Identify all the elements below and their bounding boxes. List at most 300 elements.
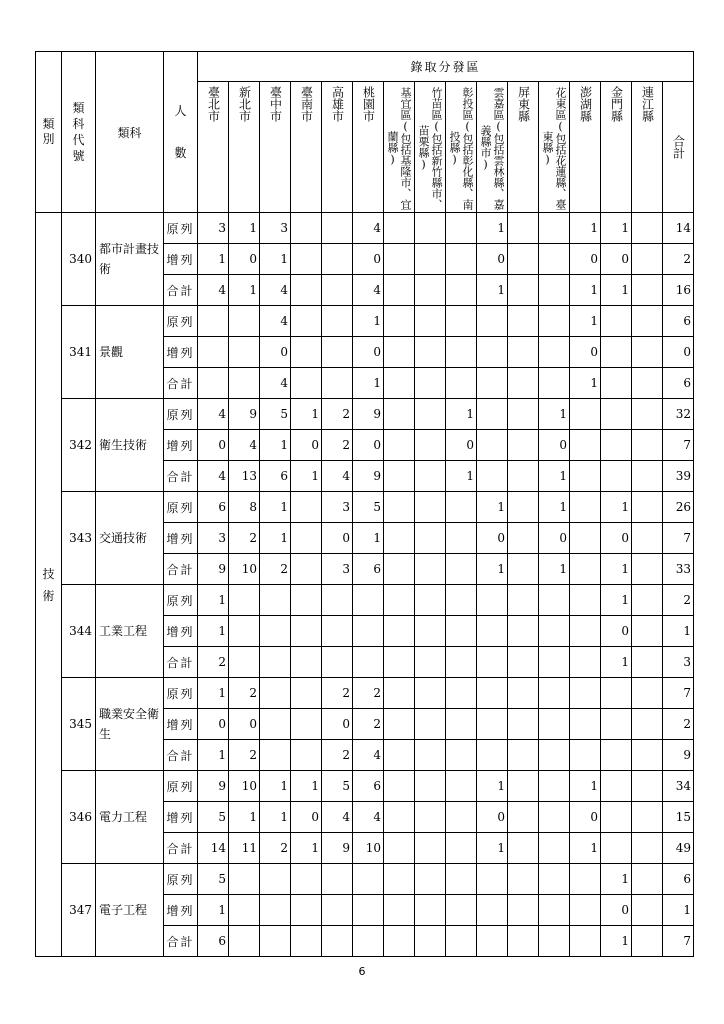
count-cell bbox=[601, 306, 632, 337]
count-cell bbox=[198, 337, 229, 368]
count-cell bbox=[632, 368, 663, 399]
count-cell: 1 bbox=[291, 461, 322, 492]
count-cell: 9 bbox=[198, 554, 229, 585]
count-cell bbox=[477, 368, 508, 399]
total-cell: 15 bbox=[663, 802, 694, 833]
subject-name: 景觀 bbox=[96, 306, 164, 399]
count-cell: 2 bbox=[322, 399, 353, 430]
count-cell: 4 bbox=[322, 802, 353, 833]
count-cell bbox=[415, 926, 446, 957]
count-cell bbox=[601, 740, 632, 771]
count-cell bbox=[539, 244, 570, 275]
count-cell bbox=[539, 306, 570, 337]
count-cell bbox=[508, 709, 539, 740]
count-cell: 0 bbox=[601, 895, 632, 926]
count-cell: 2 bbox=[322, 430, 353, 461]
count-cell bbox=[539, 368, 570, 399]
count-cell bbox=[508, 523, 539, 554]
count-cell bbox=[570, 864, 601, 895]
count-cell: 6 bbox=[198, 492, 229, 523]
subject-name: 衛生技術 bbox=[96, 399, 164, 492]
count-cell bbox=[601, 802, 632, 833]
count-cell bbox=[291, 616, 322, 647]
count-cell bbox=[601, 833, 632, 864]
count-cell: 0 bbox=[322, 709, 353, 740]
count-cell bbox=[570, 740, 601, 771]
count-cell bbox=[322, 585, 353, 616]
table-row bbox=[36, 399, 694, 430]
count-cell: 5 bbox=[198, 802, 229, 833]
count-cell: 4 bbox=[260, 275, 291, 306]
count-cell: 0 bbox=[601, 244, 632, 275]
region-header-pingtung: 屏東縣 bbox=[508, 82, 539, 213]
count-cell: 1 bbox=[477, 554, 508, 585]
count-cell bbox=[229, 895, 260, 926]
count-cell bbox=[508, 275, 539, 306]
count-cell: 0 bbox=[322, 523, 353, 554]
count-cell bbox=[477, 895, 508, 926]
count-cell bbox=[570, 647, 601, 678]
count-cell bbox=[260, 585, 291, 616]
count-cell bbox=[446, 647, 477, 678]
region-header-keelung-yilan: 基宜區(包括基隆市、宜蘭縣) bbox=[384, 82, 415, 213]
count-cell bbox=[601, 709, 632, 740]
count-cell bbox=[384, 275, 415, 306]
count-cell: 1 bbox=[353, 306, 384, 337]
count-cell: 1 bbox=[539, 399, 570, 430]
row-type-label: 原列 bbox=[164, 585, 198, 616]
table-row bbox=[36, 771, 694, 802]
count-cell bbox=[446, 275, 477, 306]
count-cell bbox=[384, 616, 415, 647]
count-cell bbox=[291, 523, 322, 554]
count-cell bbox=[477, 430, 508, 461]
count-cell bbox=[477, 399, 508, 430]
region-header-lienchiang: 連江縣 bbox=[632, 82, 663, 213]
count-cell bbox=[353, 647, 384, 678]
total-cell: 7 bbox=[663, 523, 694, 554]
count-cell: 0 bbox=[260, 337, 291, 368]
row-type-label: 增列 bbox=[164, 244, 198, 275]
count-cell: 1 bbox=[229, 213, 260, 244]
count-cell bbox=[539, 275, 570, 306]
count-cell bbox=[322, 275, 353, 306]
count-cell bbox=[384, 802, 415, 833]
count-cell bbox=[322, 368, 353, 399]
count-cell: 10 bbox=[229, 771, 260, 802]
count-cell bbox=[632, 306, 663, 337]
total-cell: 16 bbox=[663, 275, 694, 306]
count-cell bbox=[415, 430, 446, 461]
count-cell bbox=[353, 895, 384, 926]
count-cell: 0 bbox=[570, 802, 601, 833]
total-cell: 0 bbox=[663, 337, 694, 368]
count-cell bbox=[229, 337, 260, 368]
count-cell: 1 bbox=[229, 275, 260, 306]
total-cell: 49 bbox=[663, 833, 694, 864]
count-cell bbox=[415, 554, 446, 585]
row-type-label: 原列 bbox=[164, 399, 198, 430]
count-cell bbox=[384, 864, 415, 895]
count-cell bbox=[477, 337, 508, 368]
region-header-kaohsiung: 高雄市 bbox=[322, 82, 353, 213]
count-cell bbox=[384, 709, 415, 740]
count-cell bbox=[384, 492, 415, 523]
row-type-label: 原列 bbox=[164, 864, 198, 895]
count-cell bbox=[446, 585, 477, 616]
count-cell bbox=[384, 399, 415, 430]
count-cell bbox=[508, 461, 539, 492]
region-header-total: 合計 bbox=[663, 82, 694, 213]
admission-allocation-table bbox=[35, 51, 694, 957]
count-cell: 1 bbox=[260, 771, 291, 802]
region-header-yunlin-chiayi: 雲嘉區(包括雲林縣、嘉義縣市) bbox=[477, 82, 508, 213]
count-cell: 5 bbox=[322, 771, 353, 802]
count-cell bbox=[508, 833, 539, 864]
count-cell bbox=[229, 616, 260, 647]
row-type-label: 合計 bbox=[164, 833, 198, 864]
count-cell: 1 bbox=[260, 492, 291, 523]
table-row bbox=[36, 585, 694, 616]
count-cell: 2 bbox=[260, 833, 291, 864]
count-cell bbox=[291, 926, 322, 957]
total-cell: 7 bbox=[663, 926, 694, 957]
count-cell bbox=[477, 585, 508, 616]
count-cell bbox=[570, 492, 601, 523]
count-cell bbox=[632, 585, 663, 616]
count-cell: 1 bbox=[601, 647, 632, 678]
count-cell bbox=[632, 833, 663, 864]
region-header-taipei: 臺北市 bbox=[198, 82, 229, 213]
subject-name: 都市計畫技術 bbox=[96, 213, 164, 306]
count-cell: 1 bbox=[260, 523, 291, 554]
count-cell: 1 bbox=[601, 213, 632, 244]
count-cell bbox=[539, 585, 570, 616]
count-cell bbox=[601, 399, 632, 430]
count-cell bbox=[446, 244, 477, 275]
count-cell bbox=[508, 616, 539, 647]
count-cell bbox=[384, 585, 415, 616]
count-cell bbox=[322, 647, 353, 678]
row-type-label: 合計 bbox=[164, 647, 198, 678]
count-cell: 0 bbox=[477, 244, 508, 275]
count-cell bbox=[415, 678, 446, 709]
count-cell bbox=[415, 275, 446, 306]
count-cell bbox=[446, 709, 477, 740]
count-cell bbox=[508, 585, 539, 616]
total-cell: 33 bbox=[663, 554, 694, 585]
count-cell bbox=[198, 306, 229, 337]
count-cell: 4 bbox=[353, 802, 384, 833]
count-cell bbox=[508, 213, 539, 244]
category-cell bbox=[36, 213, 62, 957]
count-cell: 6 bbox=[353, 554, 384, 585]
count-cell: 1 bbox=[477, 275, 508, 306]
count-cell bbox=[446, 678, 477, 709]
count-cell: 1 bbox=[477, 213, 508, 244]
count-cell bbox=[539, 833, 570, 864]
count-cell bbox=[446, 306, 477, 337]
table-row bbox=[36, 213, 694, 244]
region-header-hsinchu-miaoli: 竹苗區(包括新竹縣市、苗栗縣) bbox=[415, 82, 446, 213]
table-row bbox=[36, 492, 694, 523]
count-cell bbox=[508, 740, 539, 771]
count-cell bbox=[384, 461, 415, 492]
count-cell bbox=[229, 926, 260, 957]
subject-code: 341 bbox=[62, 306, 96, 399]
count-cell: 4 bbox=[353, 275, 384, 306]
count-cell bbox=[446, 740, 477, 771]
total-cell: 6 bbox=[663, 368, 694, 399]
subject-code: 347 bbox=[62, 864, 96, 957]
count-cell: 0 bbox=[446, 430, 477, 461]
count-cell: 1 bbox=[601, 926, 632, 957]
count-cell bbox=[446, 523, 477, 554]
count-cell bbox=[632, 244, 663, 275]
count-cell bbox=[539, 895, 570, 926]
count-cell: 1 bbox=[539, 492, 570, 523]
subject-code: 340 bbox=[62, 213, 96, 306]
row-type-label: 增列 bbox=[164, 430, 198, 461]
count-cell: 4 bbox=[322, 461, 353, 492]
count-cell: 4 bbox=[260, 368, 291, 399]
total-cell: 6 bbox=[663, 306, 694, 337]
count-cell: 11 bbox=[229, 833, 260, 864]
count-cell: 1 bbox=[477, 492, 508, 523]
count-cell: 3 bbox=[198, 213, 229, 244]
count-cell: 3 bbox=[260, 213, 291, 244]
count-cell: 0 bbox=[601, 523, 632, 554]
count-cell bbox=[229, 585, 260, 616]
count-cell bbox=[632, 740, 663, 771]
count-cell: 5 bbox=[353, 492, 384, 523]
count-cell: 1 bbox=[198, 616, 229, 647]
count-cell bbox=[384, 771, 415, 802]
total-cell: 7 bbox=[663, 430, 694, 461]
header-code-text: 類科代號 bbox=[72, 101, 85, 163]
count-cell bbox=[384, 554, 415, 585]
count-cell: 0 bbox=[198, 430, 229, 461]
count-cell bbox=[291, 740, 322, 771]
count-cell bbox=[260, 709, 291, 740]
row-type-label: 合計 bbox=[164, 926, 198, 957]
row-type-label: 增列 bbox=[164, 616, 198, 647]
region-header-penghu: 澎湖縣 bbox=[570, 82, 601, 213]
total-cell: 39 bbox=[663, 461, 694, 492]
count-cell bbox=[353, 864, 384, 895]
count-cell bbox=[446, 833, 477, 864]
count-cell bbox=[570, 523, 601, 554]
count-cell bbox=[570, 585, 601, 616]
count-cell bbox=[632, 709, 663, 740]
count-cell bbox=[539, 740, 570, 771]
row-type-label: 原列 bbox=[164, 678, 198, 709]
count-cell bbox=[229, 368, 260, 399]
count-cell bbox=[446, 926, 477, 957]
count-cell bbox=[632, 430, 663, 461]
count-cell bbox=[508, 864, 539, 895]
count-cell bbox=[353, 585, 384, 616]
count-cell: 0 bbox=[291, 802, 322, 833]
count-cell: 0 bbox=[353, 430, 384, 461]
count-cell bbox=[260, 647, 291, 678]
category-text: 技術 bbox=[42, 566, 55, 603]
count-cell bbox=[477, 306, 508, 337]
count-cell bbox=[508, 306, 539, 337]
count-cell bbox=[477, 678, 508, 709]
count-cell: 1 bbox=[291, 771, 322, 802]
count-cell bbox=[632, 895, 663, 926]
count-cell bbox=[384, 523, 415, 554]
count-cell bbox=[291, 895, 322, 926]
count-cell bbox=[415, 306, 446, 337]
count-cell: 0 bbox=[291, 430, 322, 461]
count-cell bbox=[322, 864, 353, 895]
total-cell: 1 bbox=[663, 895, 694, 926]
table-row bbox=[36, 306, 694, 337]
count-cell bbox=[322, 895, 353, 926]
count-cell bbox=[539, 926, 570, 957]
count-cell: 0 bbox=[353, 337, 384, 368]
total-cell: 2 bbox=[663, 709, 694, 740]
count-cell: 8 bbox=[229, 492, 260, 523]
count-cell bbox=[477, 616, 508, 647]
count-cell bbox=[632, 399, 663, 430]
count-cell: 1 bbox=[229, 802, 260, 833]
subject-code: 343 bbox=[62, 492, 96, 585]
count-cell bbox=[632, 554, 663, 585]
header-code bbox=[62, 52, 96, 213]
header-subject-text: 類科 bbox=[117, 125, 142, 140]
count-cell: 0 bbox=[353, 244, 384, 275]
subject-name: 交通技術 bbox=[96, 492, 164, 585]
count-cell: 2 bbox=[353, 709, 384, 740]
count-cell bbox=[415, 771, 446, 802]
region-header-hualien-taitung: 花東區(包括花蓮縣、臺東縣) bbox=[539, 82, 570, 213]
region-header-tainan: 臺南市 bbox=[291, 82, 322, 213]
count-cell bbox=[570, 895, 601, 926]
count-cell: 4 bbox=[198, 461, 229, 492]
count-cell bbox=[291, 647, 322, 678]
count-cell: 1 bbox=[570, 275, 601, 306]
count-cell bbox=[508, 554, 539, 585]
count-cell bbox=[601, 461, 632, 492]
count-cell bbox=[508, 430, 539, 461]
count-cell bbox=[601, 337, 632, 368]
count-cell bbox=[260, 616, 291, 647]
count-cell bbox=[446, 802, 477, 833]
count-cell bbox=[570, 709, 601, 740]
row-type-label: 增列 bbox=[164, 895, 198, 926]
count-cell: 1 bbox=[601, 492, 632, 523]
count-cell bbox=[477, 647, 508, 678]
count-cell: 4 bbox=[198, 399, 229, 430]
count-cell bbox=[539, 616, 570, 647]
count-cell bbox=[322, 926, 353, 957]
count-cell bbox=[291, 368, 322, 399]
total-cell: 34 bbox=[663, 771, 694, 802]
count-cell: 2 bbox=[229, 740, 260, 771]
count-cell bbox=[353, 926, 384, 957]
count-cell: 6 bbox=[198, 926, 229, 957]
count-cell bbox=[415, 802, 446, 833]
count-cell bbox=[384, 337, 415, 368]
row-type-label: 合計 bbox=[164, 275, 198, 306]
count-cell: 1 bbox=[198, 678, 229, 709]
count-cell: 1 bbox=[446, 461, 477, 492]
count-cell bbox=[508, 926, 539, 957]
row-type-label: 合計 bbox=[164, 368, 198, 399]
count-cell: 6 bbox=[353, 771, 384, 802]
total-cell: 32 bbox=[663, 399, 694, 430]
count-cell: 9 bbox=[353, 399, 384, 430]
count-cell: 0 bbox=[570, 244, 601, 275]
count-cell bbox=[260, 864, 291, 895]
count-cell: 6 bbox=[260, 461, 291, 492]
count-cell: 0 bbox=[198, 709, 229, 740]
count-cell bbox=[601, 678, 632, 709]
count-cell: 1 bbox=[260, 244, 291, 275]
count-cell bbox=[415, 895, 446, 926]
count-cell: 4 bbox=[353, 740, 384, 771]
count-cell bbox=[415, 709, 446, 740]
count-cell bbox=[508, 771, 539, 802]
count-cell bbox=[446, 213, 477, 244]
region-header-new-taipei: 新北市 bbox=[229, 82, 260, 213]
count-cell bbox=[632, 523, 663, 554]
count-cell bbox=[446, 771, 477, 802]
count-cell bbox=[384, 213, 415, 244]
count-cell: 0 bbox=[539, 430, 570, 461]
count-cell: 0 bbox=[477, 802, 508, 833]
region-header-kinmen: 金門縣 bbox=[601, 82, 632, 213]
count-cell bbox=[415, 864, 446, 895]
count-cell bbox=[446, 616, 477, 647]
count-cell: 2 bbox=[322, 678, 353, 709]
row-type-label: 增列 bbox=[164, 802, 198, 833]
count-cell: 3 bbox=[322, 554, 353, 585]
row-type-label: 增列 bbox=[164, 709, 198, 740]
count-cell bbox=[415, 399, 446, 430]
count-cell bbox=[384, 647, 415, 678]
row-type-label: 增列 bbox=[164, 337, 198, 368]
count-cell bbox=[260, 678, 291, 709]
count-cell bbox=[632, 864, 663, 895]
count-cell: 1 bbox=[570, 306, 601, 337]
total-cell: 3 bbox=[663, 647, 694, 678]
count-cell: 2 bbox=[229, 523, 260, 554]
count-cell: 5 bbox=[260, 399, 291, 430]
count-cell bbox=[415, 523, 446, 554]
count-cell bbox=[229, 647, 260, 678]
count-cell: 2 bbox=[198, 647, 229, 678]
subject-name: 工業工程 bbox=[96, 585, 164, 678]
count-cell bbox=[322, 616, 353, 647]
count-cell bbox=[415, 368, 446, 399]
count-cell bbox=[477, 709, 508, 740]
count-cell: 1 bbox=[477, 833, 508, 864]
count-cell bbox=[260, 740, 291, 771]
count-cell bbox=[291, 337, 322, 368]
count-cell bbox=[632, 213, 663, 244]
count-cell bbox=[539, 709, 570, 740]
region-header-taichung: 臺中市 bbox=[260, 82, 291, 213]
total-cell: 14 bbox=[663, 213, 694, 244]
count-cell bbox=[632, 461, 663, 492]
count-cell: 4 bbox=[353, 213, 384, 244]
count-cell: 4 bbox=[260, 306, 291, 337]
count-cell: 1 bbox=[353, 368, 384, 399]
